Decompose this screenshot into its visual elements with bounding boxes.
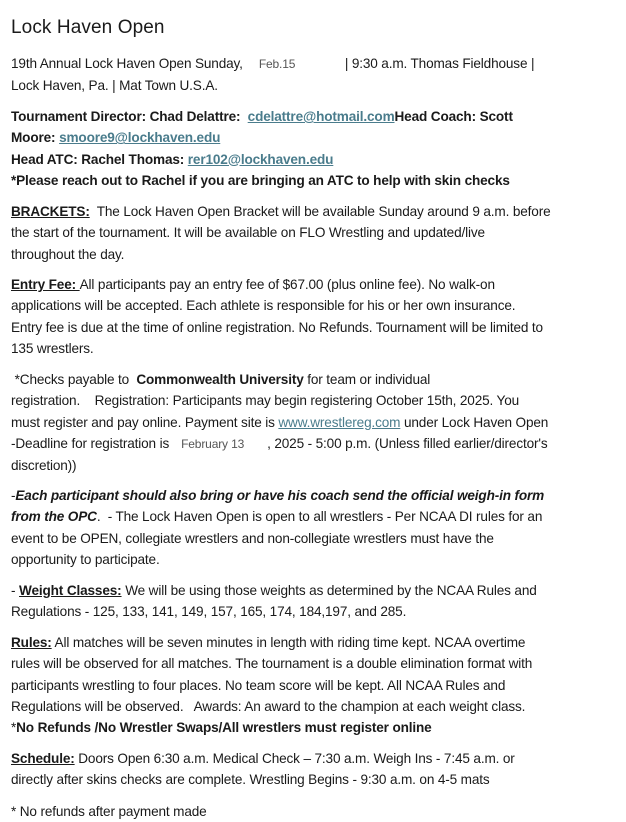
weight-classes-list: Regulations - 125, 133, 141, 149, 157, 165, 174, 184,197, and 285. [11,604,407,620]
intro-venue: | 9:30 a.m. Thomas Fieldhouse | [344,56,535,71]
weight-classes-text: We will be using those weights as determined by the NCAA Rules and [125,583,537,598]
atc-note: *Please reach out to Rachel if you are bringing an ATC to help with skin checks [11,172,510,188]
rules-heading: Rules: [11,635,52,650]
coach-label: Head Coach: Scott [394,109,513,124]
entry-fee-text: Entry fee is due at the time of online registration. No Refunds. Tournament will be limited to [11,319,543,335]
registration-text: under Lock Haven Open [403,414,549,430]
registration-text: registration. Registration: Participants may begin registering October 15th, 2025. You [11,393,520,409]
entry-fee-text: All participants pay an entry fee of $67.00 (plus online fee). No walk-on [79,277,495,292]
entry-fee-text: applications will be accepted. Each athlete is responsible for his or her own insurance. [11,298,516,314]
intro-line-1 [11,53,611,75]
dash: - [11,583,16,598]
entry-fee-heading: Entry Fee: [11,277,76,292]
dash: - [11,488,16,503]
atc-email-link[interactable]: rer102@lockhaven.edu [187,151,334,167]
brackets-heading: BRACKETS: [11,204,90,219]
intro-paragraph [11,53,611,97]
schedule-heading: Schedule: [11,751,75,766]
deadline-overlay: February 13 [177,434,267,455]
weight-classes-heading: Weight Classes: [19,583,122,598]
director-email-link[interactable]: cdelattre@hotmail.com [247,109,395,124]
deadline-text: , 2025 - 5:00 p.m. (Unless filled earlier/director's [267,435,548,451]
weigh-in-notice: from the OPC [11,509,97,525]
brackets-text: The Lock Haven Open Bracket will be available Sunday around 9 a.m. before [96,204,551,219]
entry-fee-section [11,274,611,359]
wrestlereg-link[interactable]: www.wrestlereg.com [278,414,401,430]
intro-text: 19th Annual Lock Haven Open Sunday, [11,56,243,71]
rules-text: Regulations will be observed. Awards: An award to the champion at each weight class. [11,698,526,714]
coach-label-cont: Moore: [11,130,56,146]
brackets-section [11,201,611,265]
payee-name: Commonwealth University [136,372,304,387]
director-label: Tournament Director: Chad Delattre: [11,109,241,124]
rules-section [11,632,611,738]
date-overlay: Feb.15 [255,54,339,75]
weight-classes-section [11,580,611,623]
intro-line-2: Lock Haven, Pa. | Mat Town U.S.A. [11,78,218,94]
deadline-text: -Deadline for registration is [11,435,170,451]
schedule-text: Doors Open 6:30 a.m. Medical Check – 7:30 a.m. Weigh Ins - 7:45 a.m. or [78,751,515,766]
atc-label: Head ATC: Rachel Thomas: [11,151,185,167]
weigh-in-notice: Each participant should also bring or have his coach send the official weigh-in form [15,488,545,503]
registration-text: must register and pay online. Payment site is [11,414,275,430]
director-line [11,106,611,127]
schedule-text: directly after skins checks are complete. Wrestling Begins - 9:30 a.m. on 4-5 mats [11,772,490,788]
registration-text: discretion)) [11,458,77,474]
page-title: Lock Haven Open [11,17,165,38]
checks-text: *Checks payable to [14,372,130,387]
checks-text: for team or individual [307,372,431,387]
open-text: opportunity to participate. [11,551,160,567]
entry-fee-text: 135 wrestlers. [11,340,94,356]
rules-text: participants wrestling to four places. No team score will be kept. All NCAA Rules and [11,677,506,693]
coach-email-link[interactable]: smoore9@lockhaven.edu [59,130,221,146]
contacts-section [11,106,611,191]
brackets-text: throughout the day. [11,246,125,262]
open-text: event to be OPEN, collegiate wrestlers and non-collegiate wrestlers must have the [11,530,494,546]
rules-text: rules will be observed for all matches. The tournament is a double elimination format with [11,656,533,672]
schedule-section [11,748,611,791]
coach-line [11,127,611,148]
no-refunds-note: No Refunds /No Wrestler Swaps/All wrestlers must register online [16,720,432,736]
registration-section [11,369,611,476]
weigh-in-section [11,485,611,570]
asterisk: * [11,720,17,736]
atc-line [11,149,611,170]
brackets-text: the start of the tournament. It will be available on FLO Wrestling and updated/live [11,225,485,241]
open-text: . - The Lock Haven Open is open to all wrestlers - Per NCAA DI rules for an [96,509,543,525]
rules-text: All matches will be seven minutes in length with riding time kept. NCAA overtime [54,635,526,650]
footer-note: * No refunds after payment made [11,804,207,819]
